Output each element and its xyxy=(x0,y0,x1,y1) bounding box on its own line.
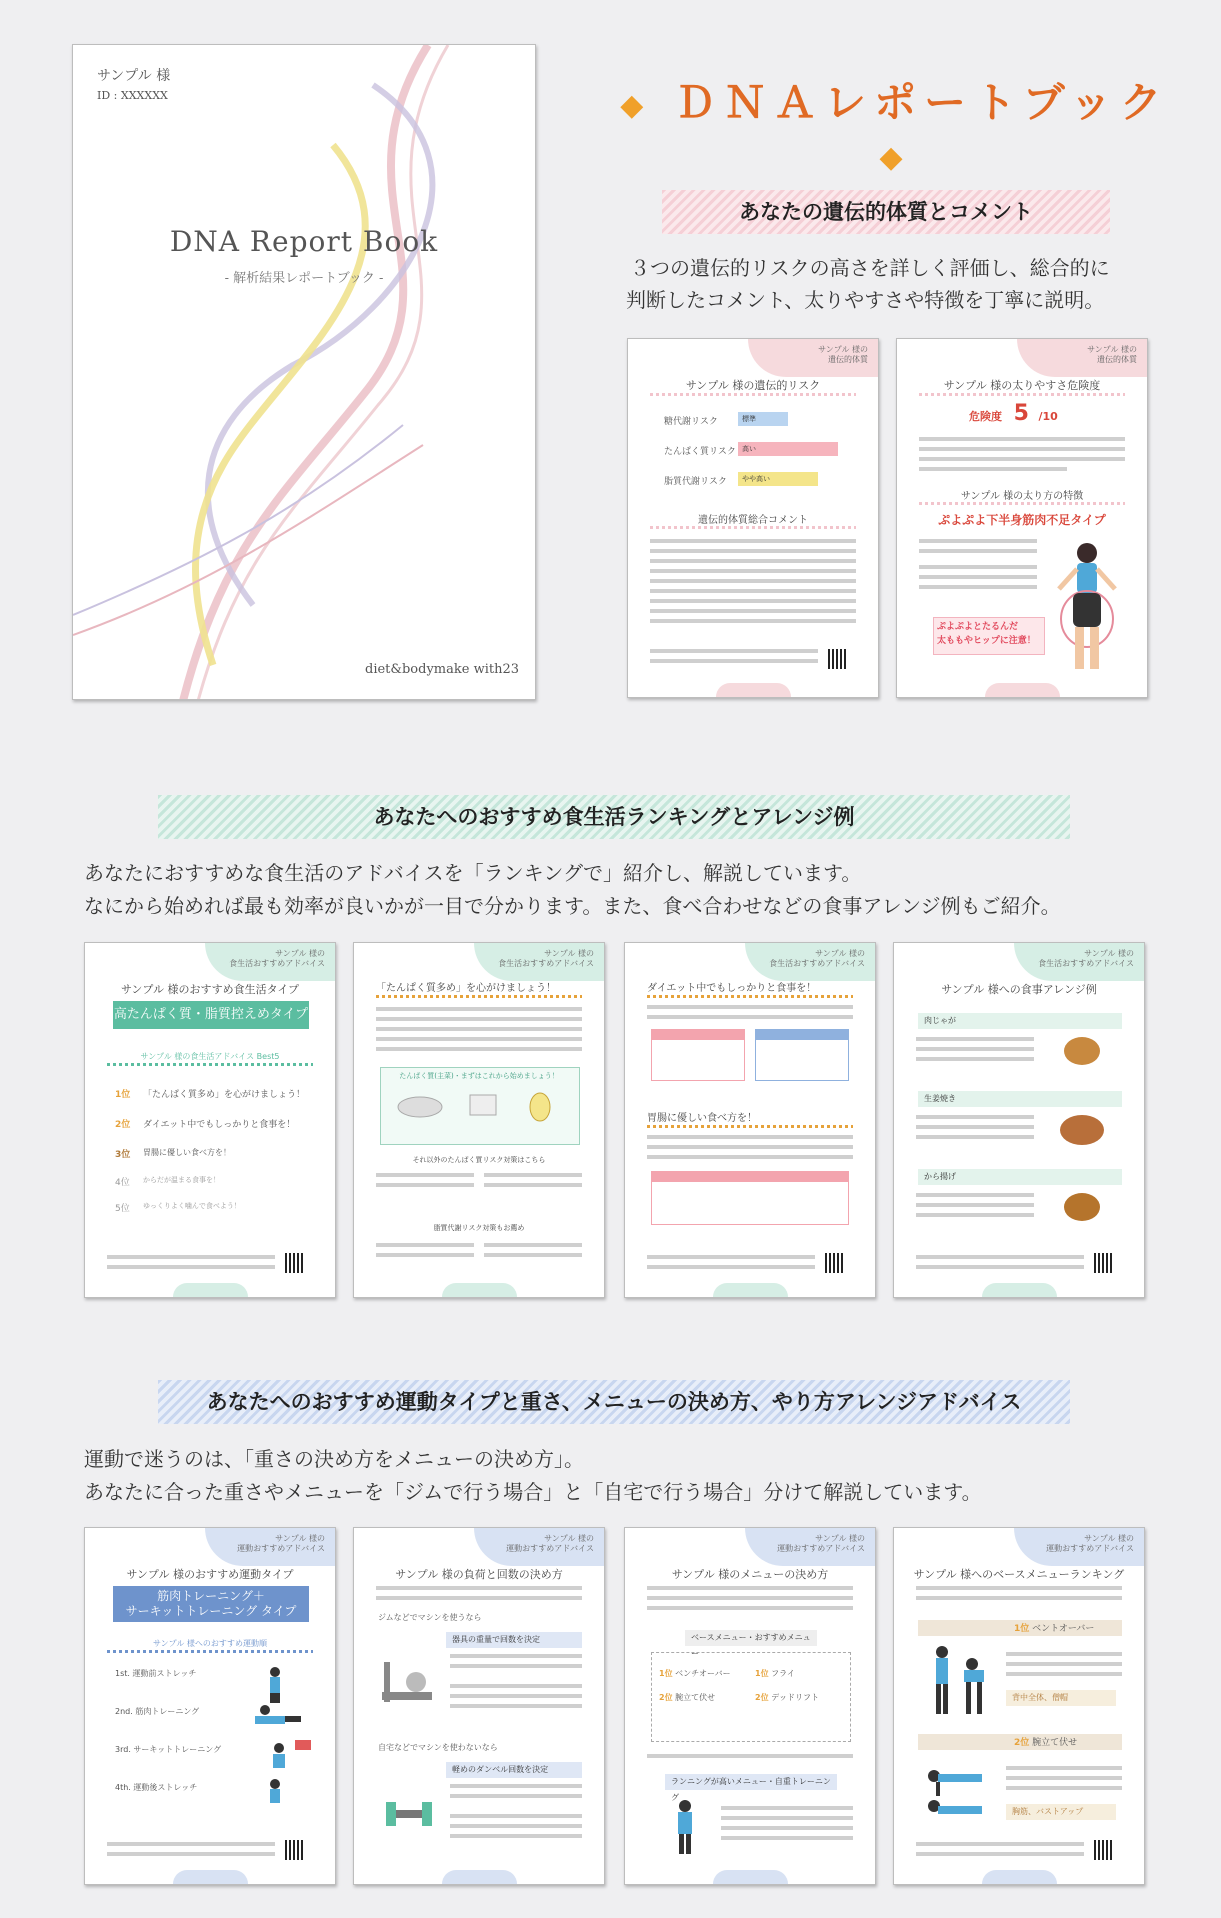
dumbbell-icon xyxy=(376,1782,442,1848)
rank2-name: 腕立て伏せ xyxy=(1032,1738,1078,1748)
karaage-icon xyxy=(1064,1193,1100,1221)
page-title: サンプル 様の太りやすさ危険度 xyxy=(943,379,1101,392)
lipid-measures: 脂質代謝リスク対策もお薦め xyxy=(433,1224,525,1232)
risk1-bar: 標準 xyxy=(738,412,788,426)
section2-desc-line1: あなたにおすすめな食生活のアドバイスを「ランキングで」紹介し、解説しています。 xyxy=(84,861,862,885)
page-title: サンプル 様へのベースメニューランキング xyxy=(913,1568,1125,1581)
rank1-tag: 背中全体、僧帽 xyxy=(1006,1690,1116,1706)
risk3-bar: やや高い xyxy=(738,472,818,486)
step1: 1st. 運動前ストレッチ xyxy=(115,1669,197,1678)
menu-item-2: 生姜焼き xyxy=(918,1091,1122,1107)
section1-desc-line2: 判断したコメント、太りやすさや特徴を丁寧に説明。 xyxy=(626,288,1105,312)
meal-arrange-page xyxy=(893,942,1145,1298)
page-title: サンプル 様の負荷と回数の決め方 xyxy=(395,1568,563,1581)
risk2-bar: 高い xyxy=(738,442,838,456)
section1-heading: あなたの遺伝的体質とコメント xyxy=(662,190,1110,234)
cover-subtitle: - 解析結果レポートブック - xyxy=(224,271,384,286)
page-tab-label: サンプル 様の 遺伝的体質 xyxy=(818,345,868,364)
page-tab-label: サンプル 様の 運動おすすめアドバイス xyxy=(237,1534,325,1553)
page-title: サンプル 様のおすすめ運動タイプ xyxy=(126,1568,294,1581)
section2-desc-line2: なにから始めれば最も効率が良いかが一目で分かります。また、食べ合わせなどの食事アレンジ例もご紹介。 xyxy=(84,894,1061,918)
page-tab-label: サンプル 様の 食生活おすすめアドバイス xyxy=(498,949,594,968)
qr-code xyxy=(1094,1840,1114,1860)
rank4-item: からだが温まる食事を！ xyxy=(143,1176,220,1184)
page-title: サンプル 様のおすすめ食生活タイプ xyxy=(120,983,300,996)
menu-item-3: から揚げ xyxy=(918,1169,1122,1185)
home-box: 軽めのダンベル回数を決定 xyxy=(446,1762,582,1778)
cover-title: DNA Report Book xyxy=(169,225,439,258)
rank2-tag: 胸筋、バストアップ xyxy=(1006,1804,1116,1820)
diet-meal-page xyxy=(624,942,876,1298)
main-title-text: ＤＮＡレポートブック xyxy=(673,78,1170,127)
page-title: サンプル 様のメニューの決め方 xyxy=(671,1568,829,1581)
qr-code xyxy=(828,649,848,669)
type-name: ぷよぷよ下半身筋肉不足タイプ xyxy=(938,513,1106,527)
food-icons xyxy=(390,1087,570,1123)
summary-title: 遺伝的体質総合コメント xyxy=(698,515,808,526)
home-heading: 自宅などでマシンを使わないなら xyxy=(378,1743,498,1752)
page-tab-label: サンプル 様の 食生活おすすめアドバイス xyxy=(229,949,325,968)
type-heading: サンプル 様の太り方の特徴 xyxy=(960,491,1084,502)
page-tab-label: サンプル 様の 食生活おすすめアドバイス xyxy=(769,949,865,968)
diamond-left-icon: ◆ xyxy=(620,88,652,123)
other-measures: それ以外のたんぱく質リスク対策はこちら xyxy=(412,1156,546,1164)
load-reps-page xyxy=(353,1527,605,1885)
exercise-order-sub: サンプル 様へのおすすめ運動順 xyxy=(153,1639,267,1648)
section3-desc-line2: あなたに合った重さやメニューを「ジムで行う場合」と「自宅で行う場合」分けて解説しています。 xyxy=(84,1480,982,1504)
exercise-type-page xyxy=(84,1527,336,1885)
main-title xyxy=(605,70,1185,179)
step4: 4th. 運動後ストレッチ xyxy=(115,1783,198,1792)
qr-code xyxy=(285,1253,305,1273)
page-title: サンプル 様の遺伝的リスク xyxy=(685,379,821,392)
base-menu-ranking-page: サンプル 様の 運動おすすめアドバイス サンプル 様へのベースメニューランキング 1位 ベントオーバー 背中全体、僧帽 2位 腕立て伏せ 胸筋、バストアップ xyxy=(893,1527,1145,1885)
risk2-label: たんぱく質リスク xyxy=(664,447,736,457)
page-tab-label: サンプル 様の 運動おすすめアドバイス xyxy=(1046,1534,1134,1553)
cover-wave-illustration xyxy=(73,45,536,700)
cover-customer-name: サンプル 様 xyxy=(97,68,171,84)
food-type-page: サンプル 様の 食生活おすすめアドバイス サンプル 様のおすすめ食生活タイプ 高たんぱく質・脂質控えめタイプ サンプル 様の食生活アドバイス Best5 1位 「たんぱく質多め」を心がけましょう！ 2位 ダイエット中でもしっかりと食事を！ 3位 胃腸に優しい食べ方を！ 4位 からだが温まる食事を！ 5位 ゆっくりよく噛んで食べよう！ xyxy=(84,942,336,1298)
page-title: サンプル 様への食事アレンジ例 xyxy=(941,983,1097,996)
risk3-label: 脂質代謝リスク xyxy=(664,477,727,487)
risk1-label: 糖代謝リスク xyxy=(664,417,718,427)
menu-item-4: デッドリフト xyxy=(771,1693,819,1702)
exercise-type-badge: 筋肉トレーニング＋ サーキットトレーニング タイプ xyxy=(113,1586,309,1622)
rank2-item: ダイエット中でもしっかりと食事を！ xyxy=(143,1120,296,1130)
section1-desc-line1: ３つの遺伝的リスクの高さを詳しく評価し、総合的に xyxy=(630,256,1110,280)
gym-box: 器具の重量で回数を決定 xyxy=(446,1632,582,1648)
advice-sub: サンプル 様の食生活アドバイス Best5 xyxy=(140,1052,280,1061)
base-menu-box: ベースメニュー・おすすめメニュー xyxy=(685,1630,817,1646)
bottom-menu-box: ランニングが高いメニュー・自重トレーニング xyxy=(665,1774,837,1790)
page-title-2: 胃腸に優しい食べ方を！ xyxy=(647,1113,757,1124)
menu-item-1: ベンチオーバー xyxy=(675,1669,731,1678)
exercise-figures xyxy=(245,1664,315,1804)
section2-heading: あなたへのおすすめ食生活ランキングとアレンジ例 xyxy=(158,795,1070,839)
shogayaki-icon xyxy=(1060,1115,1104,1145)
qr-code xyxy=(825,1253,845,1273)
cover-customer-id: ID : XXXXXX xyxy=(97,89,168,102)
page-title: ダイエット中でもしっかりと食事を！ xyxy=(647,983,817,994)
rank1-name: ベントオーバー xyxy=(1032,1624,1095,1634)
fat-risk-page xyxy=(896,338,1148,698)
nikujaga-icon xyxy=(1064,1037,1100,1065)
page-tab-label: サンプル 様の 遺伝的体質 xyxy=(1087,345,1137,364)
qr-code xyxy=(1094,1253,1114,1273)
menu-item-2: 腕立て伏せ xyxy=(675,1693,716,1702)
gut-box xyxy=(651,1171,849,1225)
genetic-risk-page xyxy=(627,338,879,698)
protein-box-title: たんぱく質(主菜)・まずはこれから始めましょう！ xyxy=(399,1072,559,1080)
food-type-badge: 高たんぱく質・脂質控えめタイプ xyxy=(113,1001,309,1029)
section3-heading: あなたへのおすすめ運動タイプと重さ、メニューの決め方、やり方アレンジアドバイス xyxy=(158,1380,1070,1424)
bench-machine-icon xyxy=(376,1652,442,1718)
menu-item-1: 肉じゃが xyxy=(918,1013,1122,1029)
ng-box xyxy=(651,1029,745,1081)
page-title: 「たんぱく質多め」を心がけましょう！ xyxy=(376,983,556,994)
section3-desc-line1: 運動で迷うのは、「重さの決め方をメニューの決め方」。 xyxy=(84,1447,584,1471)
menu-item-3: フライ xyxy=(771,1669,795,1678)
menu-decide-page: サンプル 様の 運動おすすめアドバイス サンプル 様のメニューの決め方 ベースメニュー・おすすめメニュー 1位 ベンチオーバー 2位 腕立て伏せ 1位 フライ 2位 デッドリフト ランニングが高いメニュー・自重トレーニング xyxy=(624,1527,876,1885)
callout-text: ぷよぷよとたるんだ 太ももやヒップに注意！ xyxy=(937,622,1036,646)
trainer-icon xyxy=(665,1798,705,1858)
protein-advice-page xyxy=(353,942,605,1298)
cover-brand: diet&bodymake with23 xyxy=(365,662,519,677)
rank5-item: ゆっくりよく噛んで食べよう！ xyxy=(143,1202,241,1210)
page-tab-label: サンプル 様の 食生活おすすめアドバイス xyxy=(1038,949,1134,968)
cover-page xyxy=(72,44,536,700)
gym-heading: ジムなどでマシンを使うなら xyxy=(378,1613,482,1622)
qr-code xyxy=(285,1840,305,1860)
ok-box xyxy=(755,1029,849,1081)
rank1-item: 「たんぱく質多め」を心がけましょう！ xyxy=(143,1090,306,1100)
step3: 3rd. サーキットトレーニング xyxy=(115,1745,222,1754)
page-tab-label: サンプル 様の 運動おすすめアドバイス xyxy=(777,1534,865,1553)
risk-score: 危険度 5 /10 xyxy=(969,401,1058,426)
bent-over-figure xyxy=(922,1642,992,1722)
woman-illustration xyxy=(1047,539,1127,679)
step2: 2nd. 筋肉トレーニング xyxy=(115,1707,200,1716)
diamond-right-icon: ◆ xyxy=(879,140,911,175)
pushup-figure xyxy=(922,1758,992,1828)
page-tab-label: サンプル 様の 運動おすすめアドバイス xyxy=(506,1534,594,1553)
rank3-item: 胃腸に優しい食べ方を！ xyxy=(143,1148,231,1157)
